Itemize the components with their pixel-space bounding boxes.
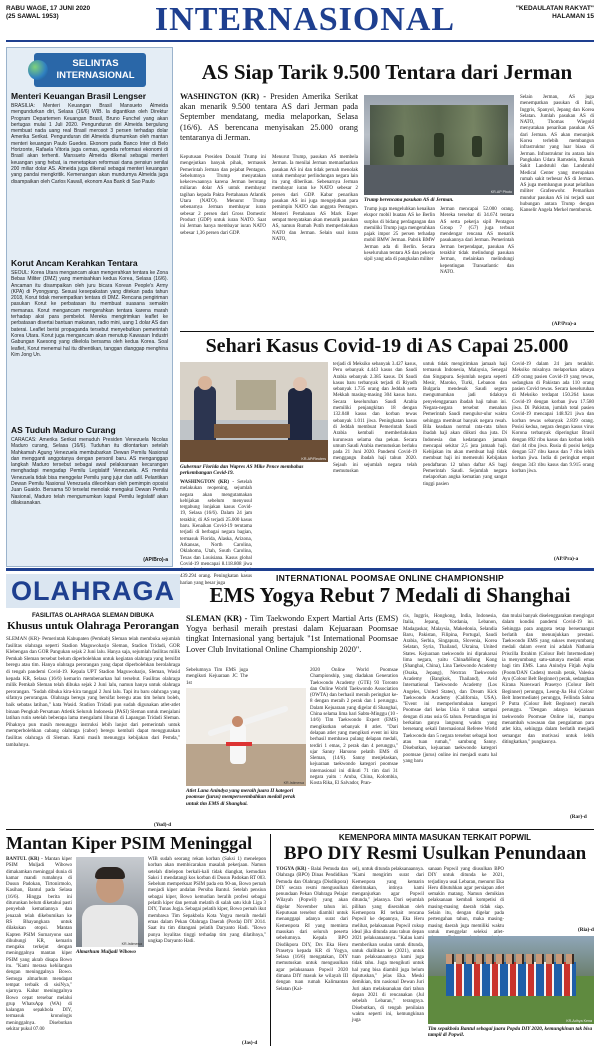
psim-column-1 bbox=[6, 857, 72, 1047]
globe-icon bbox=[28, 60, 48, 80]
psim-bpo-divider bbox=[270, 834, 271, 1046]
covid-column-1 bbox=[180, 480, 253, 586]
covid-headline: Sehari Kasus Covid-19 di AS Capai 25.000 bbox=[205, 335, 569, 357]
olahraga-kicker: INTERNATIONAL POOMSAE ONLINE CHAMPIONSHIP bbox=[276, 573, 504, 583]
lead-intro-text: Presiden Amerika Serikat akan menarik 9.500 tentara AS dari Jerman pada September mendatang, media melaporkan, Selasa (16/6). AS berencana menyisakan 25.000 orang tentaranya di Jerman. bbox=[180, 92, 358, 142]
sleman-kicker: FASILITAS OLAHRAGA SLEMAN DIBUKA bbox=[31, 612, 155, 619]
lead-column-3: Trump juga mengeluhkan kenaikan ekspor mobil buatan AS ke Berlin surplus di bidang perdagangan dan memiliki Trump juga mengerahkan pajak impor 25 persen terhadap mobil BMW Jerman. Pabrik BMW Jerman ada di Berlin. Secara keseluruhan tentara AS dan pekerja sipil yang ada di pangkalan militer bbox=[364, 207, 435, 263]
covid-column-1b bbox=[256, 480, 328, 564]
bpo-headline: BPO DIY Resmi Usulkan Penundaan bbox=[283, 843, 587, 864]
ems-signature: (Rar)-d bbox=[570, 814, 587, 820]
issue-date-masehi: RABU WAGE, 17 JUNI 2020 bbox=[6, 5, 91, 12]
lead-intro bbox=[180, 92, 358, 143]
selintas-sidebar bbox=[6, 47, 173, 567]
sleman-headline: Khusus untuk Olahraga Perorangan bbox=[7, 620, 179, 632]
bpo-kicker: KEMENPORA MINTA MASUKAN TERKAIT POPWIL bbox=[338, 833, 532, 842]
lead-column-5: Selain Jerman, AS juga menempatkan pasukan di Itali, Inggris, Spanyol, Jepang dan Korea Selatan. Jumlah pasukan AS di NATO, Thomas Wiegold menyatakan penarikan pasukan AS dari Jerman. AS akan menunjuk Korea terlebih membangun infrastruktur yang luar biasa di Jerman. Infrastruktur itu antara lain Pangkalan Udara Ramstein, Rumah Sakit Landstuhl dan Landstuhl Medical Center yang merupakan rumah sakit terbesar AS di Jerman. AS juga membangun pusat pelatihan militer Grafenwohr. Pemarikan mundur pasukan AS ini terjadi saat hubungan antara Trump dengan Kanselir Angela Merkel memburuk. bbox=[520, 95, 594, 214]
paper-name: "KEDAULATAN RAKYAT" bbox=[515, 5, 594, 12]
olahraga-logo: OLAHRAGA bbox=[6, 574, 180, 608]
bpo-column-1 bbox=[276, 867, 348, 1047]
covid-signature: (AP/Pra)-a bbox=[554, 556, 579, 562]
lead-photo bbox=[364, 95, 514, 195]
psim-photo-credit: KR-Istimewa bbox=[121, 942, 142, 946]
lead-signature: (AP/Pra)-a bbox=[552, 321, 577, 327]
section-divider-2 bbox=[6, 829, 594, 830]
covid-column-4: Covid-19 dalam 24 jam terakhir. Meksiko misalnya melaporkan adanya 439 orang pasien Covid-19 yang tewas, sedangkan di Pakistan ada 110 orang pasien Covid tewas. Secara keseluruhan di Meksiko terdapat 150.264 kasus Covid-19 dengan korban jiwa 17.580 jiwa. Di Pakistan, jumlah total pasien Covid-19 mencapai 148.921 jiwa dan korban tewas sebanyak 2.839 orang. Posisi kedua, negara dengan kasus virus Korona terbanyak diperingkat Brasil dengan 892 ribu kasus dan korban lebih dari 44 ribu jiwa. Rusia di posisi ketiga dengan 537 ribu kasus dan 7 ribu lebih korban jiwa. India di peringkat empat dengan 343 ribu kasus dan 9.915 orang korban jiwa. bbox=[512, 362, 594, 475]
olahraga-headline: EMS Yogya Rebut 7 Medali di Shanghai bbox=[209, 583, 571, 607]
page-info bbox=[516, 5, 594, 21]
covid-column-3: untuk tidak mengirimkan jamaah haji termasuk Indonesia, Malaysia, Senegal dan Singapura. Sejumlah negara seperti Mesir, Maroko, Turki, Lebanon dan Bulgaria mendesak Saudi segera mengumumkan jadi tidaknya penyelenggaraan ibadah haji tahun ini. Negara-negara tersebut menahan Pemerintah Saudi mengulur-ulur waktu sehingga membuat banyak negara resah. Bila keadaan normal rata-rata tahun ibadah haji akan diikuti dua juta. Di Indonesia dan kedatangan jamaah mencapai sekitar 2,5 juta jamaah haji. Kebijakan itu akan membuat haji tidak membuat haji ini memenuhi Kebijakan pendaftaran 12 tahun daftar AS bagi Pemerintah Saudi. Sejumlah negara melaporkan angka kematian yang sangat tinggi pasien bbox=[423, 362, 507, 487]
covid-photo bbox=[180, 362, 328, 462]
lead-column-4: Jerman mencapai 52.000 orang. Mereka tersebar di 34.674 tentara AS serta pekerja sipil Pentagon Group 7 (G7) juga terbuat mendengar rencana AS menarik pasukannya dari Jerman. Pemerintah Jerman berpendapat, pasukan AS terakhir tidak melindungi pasukan Jerman, melainkan melindungi kepentingan Transatlantic dan NATO. bbox=[440, 207, 514, 275]
selintas-article-2-body: SEOUL: Korea Utara mengancam akan mengerahkan tentara ke Zona Bebas Militer (DMZ) yang memisahkan kedua Korea, Selasa (16/6). Ancaman itu disampaikan oleh juru bicara Korean People's Army (KPA) di Pyongyang. Sesuai kesepakatan yang ditekan pada tahun 2018, Korut tidak menempatkan tentara di DMZ. Rencana pengiriman pasukan Korut ke perbatasan itu membuat suasana semakin memanas. Korut mengancam mengerahkan tentara karena marah terhadap aksi para pembelot. Mereka mengirimkan leaflet ke perbatasan disertai bantuan makanan, radio mini, uang 1 dolar AS dan baterai. Leaflet berisi propaganda tersebut menyebutkan pemerintah Korea Utara. Korut juga mengancam akan menutup Kawasan Industri Gabungan Kaesong yang dikelola bersama oleh kedua Korea. Soal leaflet, Korut menemui hal itu dihentikan, tanggan dianggap menghina Kim Jong Un. bbox=[11, 270, 168, 358]
issue-date-jawa: (25 SAWAL 1953) bbox=[6, 13, 59, 20]
lead-headline: AS Siap Tarik 9.500 Tentara dari Jerman bbox=[201, 60, 573, 84]
bpo-photo-caption: Tim sepakbola Bantul sebagai juara Popda DIY 2020, kemungkinan tak bisa tampil di Popwil. bbox=[428, 1026, 593, 1039]
bpo-column-3-top: sanaan Popwil yang diusulkan BPO DIY untuk ditunda ke 2021, terjadinya usai Lebaran, menurut Eka Heru dibutuhkan agar persiapan atlet semakin matang. Namun demikian pelaksanaan kembali kompetisi di masing-masing daerah tidak siap. Selain itu, dengan digelar pada pertengahan tahun, maka masing-masing daerah juga memiliki waktu untuk menggelar seleksi atlet- bbox=[428, 867, 504, 935]
psim-column-1b bbox=[76, 959, 144, 1047]
sleman-body: SLEMAN (KR)- Pemerintah Kabupaten (Pemkab) Sleman telah membuka sejumlah fasilitas olahraga seperti Stadion Maguwoharjo Sleman, Stadion Tridadi, GOR Klebengan dan GOR Pangukan sejak 2 Juni lalu. Hanya saja, sejumlah fasilitas milik Pemkab Sleman tersebut belum diperbolehkan untuk kegiatan olahraga yang bersifat beregu atau tim. Hanya olahraga perorangan yang dapat diperbolehkan berolahraga di tengah pandemi Covid-19. Kepala UPT Stadion Maguwoharjo, Sleman, Wasid kepada KR, Selasa (16/6) kemarin membenarkan hal tersebut. Fasilitas olahraga milik Pemkab Sleman telah dibuka sejak 2 Juni lalu, namun hanya untuk olahraga perorangan. "Sudah dibuka kira-kira tanggal 2 Juni lalu. Tapi itu baru olahraga yang sifatnya perorangan. Olahraga beregu yang bersifat beregu atau tim belum boleh, baik sebatas latihan," kata Wasid. Stadion Tridadi pun sudah digunakan atlet-atlet binaan Pengkab Persatuan Atletik Seluruh Indonesia (PASI) Sleman untuk menjalani latihan rutin setelah beberapa lama mengalami liburan di Lapangan Tridadi Sleman. Pihaknya pun masih menunggu instruksi lebih lanjut dari pemerintah untuk memperbolehkan cabang olahraga (cabor) beregu kembali dapat menggunakan fasilitas olahraga di Sleman. Kami masih menunggu kebijakan dari Pemda," tambahnya. bbox=[6, 636, 180, 748]
covid-photo-credit: KR-AP/Reuters bbox=[301, 457, 326, 461]
issue-date bbox=[6, 5, 90, 21]
ems-photo-credit: KR-Istimewa bbox=[283, 781, 304, 785]
ems-intro-text: Tim Taekwondo Expert Martial Arts (EMS) Yogya berhasil meraih prestasi dalam Kejuaraan Poomsae tingkat Internasional yang bertajuk "1st International Poomsae Lover Club Invitational Online Championship 2020". bbox=[186, 614, 398, 654]
ems-column-3: cis, Inggris, Hongkong, India, Indonesia, Italia, Jepang, Yordania, Lebanon, Madagaskar, Malaysia, Makedonia, Selandia Baru, Pakistan, Filipina, Portugal, Saudi Arabia, Serbia, Singapura, Slovenia, Korea Selatan, Syria, Thailand, Ukraina, United States. Kejuaraan taekwondo ini diprakarsai lima negara, yaitu China&Hong Kong (Shanghai, China), Lina Taekwondo Academy (Osaka, Jepang), Nextrax Taekwondo Academy (Bangkok, Thailand), Avid International Taekwondo Academy (Los Angeles, United States), dan Dream Kick Taekwondo Academy (California, USA). "Event ini memperlombakan kategori Poomsae dari kelas Usia 8 tahun sampai dengan di atas usia 65 tahun. Pertandingan ini berkaitan ganya langsung waktu yang bersenang sekali Internasional Referee World Taekwondo dan 5 negara tersebut sebagai host atau tuan rumah," sambung Sanny. Disebutkan, kejuaraan taekwondo kategori poomsae (jurus) online ini menjadi suatu hal yang baru bbox=[403, 614, 497, 764]
olahraga-top-rule bbox=[6, 568, 594, 571]
ems-column-4: dan mulai banyak diselenggarakan mengingat dalam kondisi pandemi Covid-19 ini. Sehingga para anggota tetap bersemangat berlatih dan menunjukkan prestasi. Taekwondo EMS yang sukses menyumbang medali dalam event ini adalah Nathania Priscilla Ibrahim (Colour Belt Intermediate) ia menyumbang satu-satunya medali emas bagi tim EMS. Lana Anindya Fitjah Aqila (Poom/DAN Cadets) meraih perak, Valeska Ayu (Colour Belt Beginner) perak, sedangkan Kirana Nareswari Prasetyo (Colour Belt Beginner) perunggu, Leong-Jia Hui (Colour Belt Intermediate) perunggu, Fellinda Sahna P Putra (Colour Belt Beginner) meraih perunggu. "Dengan adanya kejuaraan taekwondo Poomsae Online ini, mampu menambah wawasan dan pengalaman para atlet kita, sehingga dalam berlatih menjadi semangat dan motivasi untuk lebih ditingkatkan," pungkasnya. bbox=[502, 614, 594, 745]
masthead-rule bbox=[6, 40, 594, 42]
ems-column-1: Sebelumnya Tim EMS juga mengikuti Kejuaraan JC The 1st bbox=[186, 668, 248, 686]
psim-dateline: BANTUL (KR) - bbox=[6, 857, 43, 862]
selintas-article-1-body: BRASILIA: Menteri Keuangan Brasil Mansueto Almeida mengundurkan diri, Selasa (16/6) WIB. Ia digantikan oleh Direktur Program Departemen Keuangan Brasil, Bruno Funchel yang akan bertugas mulai 1 Juli 2020. Pengunduran diri Almeida bergulung membuat nada uang real Brasil merosot 3 persen terhadap dolar Amerika Serikat. Pengunduran diri Almeida diumumkan oleh mantan menteri keuangan Paulo Guedes. Ekonom pada Banco Inter di Belo Horizonte, Rafaela Vitoria juga cemas, agenda reformasi ekonomi di Brasil akan terhenti. Mansueto Almeida dikenal sebagai menteri keuangan yang hebat, ia menetapkan reformasi dana pensiun senilai 200 miliar dolar AS. Almeida juga dikenal sebagai menteri keuangan yang pandai mengkritik. Kemenangan akan mundurnya Almeida juga disampaikan oleh Carlos Kawall, ekonom Asa Bank di Sao Paulo bbox=[11, 103, 168, 185]
selintas-logo bbox=[34, 53, 146, 87]
covid-photo-caption: Gubernur Florida dan Wapres AS Mike Pence membahas perkembangan Covid-19. bbox=[180, 464, 304, 477]
psim-photo bbox=[76, 857, 144, 947]
lead-column-2: Menurut Trump, pasukan AS membela Jerman. Ia menilai Jerman memanfaatkan pasukan AS ini dan tidak pernah menolak untuk membayar perlindungan negara lain itu yang diberikan. Sebenarnya Jerman membayar iuran ke NATO sebesar 2 persen dari GDP. Kabar penarikan pasukan AS ini juga mengejutkan para pemimpin NATO dan anggota Pentagon. Menteri Pertahanan AS Mark Esper sempat menyatakan akan menarik pasukan AS, namun Rumah Putih memperlakukan NATO dan Jerman. Selain soal iuran NATO, bbox=[272, 155, 358, 242]
ems-dateline: SLEMAN (KR) - bbox=[186, 614, 248, 623]
ems-intro bbox=[186, 614, 398, 655]
lead-photo-credit: KR-AP Photo bbox=[490, 190, 512, 194]
bpo-column-2: sel), untuk ditunda pelaksanaannya. "Kami mengirim surat dari Kemenpora yang kemarin diterimakan, intinya kami menganjurkan agar Popwil ditunda," jelasnya. Dari sejumlah pilihan yang diserahkan oleh Kemenpora RI terkait rencana Popwil ke depannya, Eka Heru melihat, pelaksanaan Popwil cukup ideal jika ditunda atau tahun depan 2021 pelaksanaannya. "Kalau kami memberikan usulan untuk ditunda, untuk dialihkan ke (2021), untuk tuan pelaksanaannya kami juga tidak tahu. Juga mengikuti untuk hal yang bisa diambil juga belum diputuskan," jelas Eka. Meski demikian, tim nasional Dewan Juri Juri akan melaksanakan dari tahun depan 2021 di rencanakan (Jul sebelah Lebaran," terangnya. Disebutkan, di tengah penilaian waktu seperti ini, kemungkinan juga bbox=[352, 867, 424, 1024]
psim-column-1-text: Mantan kiper PSIM Muljadi Wibowo dimakamkan meninggal dunia di kamar mandi rumahnya di Dusun Padokan, Tirtonirmolo, Kasihan, Bantul pada Selasa (16/6). Hingga berita ini diturunkan belum diketahui pasti penyebab kematiannya dan jenazah telah dikebumikan ke RS Bhayangkara untuk dilakukan otopsi. Mantan Kapten PSIM Surnaryono saat dihubungi KR, kemarin mengaku terkejut dengan meninggalnya mantan kiper PSIM yang akrab disapa Bowo itu. "Kami merasa kehilangan dengan meninggalnya Bowo. Semoga almarhum mendapat tempat terbaik di sisiNya," ujarnya. Kabar meninggalnya Bowo cepat tersebar melalui grup WhatsApp (WA) di kalangan sepakbola DIY, termasuk kronologis meninggalnya. Disebutkan sekitar pukul 07.00 bbox=[6, 857, 73, 1033]
ems-photo bbox=[186, 688, 306, 786]
section-divider-1 bbox=[180, 331, 594, 332]
lead-column-1: Keputusan Presiden Donald Trump ini mengejutkan banyak pihak, termasuk Pemerintah Jerman dan pejabat Pentagon. Sebelumnya Trump menyatakan kekecewaannya karena Jerman berutang miliaran dolar AS untuk membayar tagihan kepada Pakta Pertahanan Atlantik Utara (NATO). Menurut Trump sebenarnya Jerman membayar iuran sebesar 2 persen dari Gross Domestic Product (GDP) untuk iuran NATO. Saat ini Jerman hanya membayar iuran NATO sebesar 1,36 persen dari GDP. bbox=[180, 155, 266, 236]
lead-dateline: WASHINGTON (KR) - bbox=[180, 92, 266, 101]
bpo-column-1-text: Balai Pemuda dan Olahraga (BPO) Dinas Pendidikan Pemuda dan Olahraga (Disdikpora) DIY secara resmi mengusulkan penundaan Pekan Olahraga Pelajar Wilayah (Popwil) yang akan digelar November tahun ini. Keputusan tersebut diambil untuk menanggapi adanya surat dari Kemenpora RI yang meminta masukan dari seluruh peserta sebelumnya. Kepala BPO Disdikpora DIY, Drs Eka Heru Prasetya kepada KR di Yogya, Selasa (16/6) mengatakan, DIY memutuskan untuk mengusulkan agar pelaksanaan Popwil 2020 dimana DIY masuk ke wilayah III dengan tuan rumah Kalimantan Selatan (Kal- bbox=[276, 867, 348, 992]
ems-column-2b: 2020 Online World Poomsae Championship, yang diadakan Generation Taekwondo Academy (GTE) 93 Toronto dan Online World Taekwondo Association (OWTA) dan berhasil meraih peringkat ke-8 dengan meraih 2 perak dan 1 perunggu. Dalam Kejuaraan yang digelar di Shanghai, China selama lima hari Sabtu-Minggu (10 - 14/6) Tim Taekwondo Expert (EMS) mengikutkan sebanyak 8 atlet. "Dari delapan atlet yang mengikuti event ini kita berhasil membawa pulang delapan medali, terdiri 1 emas, 2 perak dan 4 perunggu," ujar Sanny Harsono pelatih EMS di Sleman, (14/6). Sanny menjelaskan, kejuaraan taekwondo kategori poomsae internasional ini diikuti 71 tim dari 31 negara yaitu : Aruba, China, Kolombia, Kosta Rika, El Salvador, Pran- bbox=[310, 668, 398, 787]
ems-photo-caption: Atlet Lana Anindya yang meraih juara II kategori poomsae (jurus) memperseembahkan medali perak untuk tim EMS di Shanghai. bbox=[186, 788, 296, 807]
bpo-signature: (Ria)-d bbox=[578, 927, 594, 933]
covid-dateline: WASHINGTON (KR) - bbox=[180, 480, 234, 485]
bpo-column-4 bbox=[508, 867, 594, 933]
section-title: INTERNASIONAL bbox=[154, 1, 456, 38]
lead-photo-caption: Trump berencana pasukan AS di Jerman. bbox=[364, 197, 454, 203]
psim-column-2: WIB sudah seorang rekan korban (Saksi 1) menelepon korban akan membicarakan masalah pekerjaan. Namun setelah ditelepon berkali-kali tidak diangkat, kemudian Saksi 1 mendatangi kos korban di Dusun Padokan RT 003. Sebelum memperkuat PSIM pada era 90-an, Bowo pernah menjadi kiper andalan Persiba Bantul. Setelah pensiun sebagai kiper, Bowo kemudian beralih profesi sebagai pelatih kiper dan pernah melatih di salah satu klub Liga 3 DIY, Tunas Jogja. Sebagai pelatih kiper, Bowo pernah ikut membawa Tim Sepakbola Kota Yogya meraih medali emas dalam Pekan Olahraga Daerah (Porda) DIY 2014. Saat itu tim ditangani pelatih Daryanto Hadi. "Bowo punya loyalitas tinggi terhadap tim yang dilatihnya," ungkap Daryanto Hadi. bbox=[148, 857, 266, 944]
psim-headline: Mantan Kiper PSIM Meninggal bbox=[6, 833, 253, 853]
psim-photo-caption: Almarhum Muljadi Wibowo bbox=[76, 949, 136, 955]
sleman-signature: (Yud)-d bbox=[154, 822, 172, 828]
selintas-label: SELINTAS INTERNASIONAL bbox=[56, 58, 135, 81]
covid-column-2: terjadi di Meksiko sebanyak 3.427 kasus, Peru sebanyak 4.443 kasus dan Saudi Arabia sebanyak 2.385 kasus. Di Saudi kasus baru terbanyak terjadi di Riyadh sebanyak 1.735 orang dan Jeddah serta Mekkah masing-masing 304 kasus baru. Secara keseluruhan Saudi Arabia memiliki penjangkitan 18 dengan 132.048 kasus dan korban tewas sebanyak 1.011 jiwa. Peningkatan kasus di Jeddah membuat Pemerintah Saudi Arabia kembali memberlakukan kurunwan selama dua pekan. Secara umum Saudi Arabia memutuskan berlaku pada 21 Juni 2020. Pandemi Covid-19 menggangu ibadah haji tahun 2020. Sejauh ini sejumlah negara telah memutuskan bbox=[333, 362, 417, 475]
page-number: HALAMAN 15 bbox=[552, 13, 594, 20]
covid-column-1-text: Setelah melakukan reopening, sejumlah negara akan mengutamakan kebijakan sebelum menyusul tergabung lonjakan kasus Covid-19, Selasa (16/6). Dalam 24 jam terakhir, di AS terjadi 25.000 kasus baru. Kenaikan Covid-19 terutama terjadi di berbagai negara bagian, termasuk Florida, Alaska, Arizona, Arkansas, North Carolina, Oklahoma, Utah, South Carolina, Texas dan Louisiana. Kasus global Covid-19 mencapai 8.118.808 jiwa 439.294 orang. Peningkatan kasus harian yang besar juga bbox=[180, 480, 253, 586]
selintas-article-3-body: CARACAS: Amerika Serikat menuduh Presiden Venezuela Nicolas Maduro curang, Selasa (16/6). Tuduhan itu dilontarkan setelah Mahkamah Agung Venezuela membubarkan Dewan Pemilu Nasional dan mengganti anggotanya dengan personil baru. AS menganggap langkah Maduro tersebut sebagai awal pelaksanaan kecurangan menghadapi mengadap Pemilu Legislatif Venezuela. AS menilai Venezuela tidak bisa menggelar Pemilu yang jujur dan adil. Pelantikan Dewan Pemilu Nasional Venezuela dilecehkan oleh pemimpin oposisi Juan Guaido. Bersama 50 terselat menolak mengakui Dewan Pemilu Nasional, Maduro telah mengumumkan kapal Pemilu legislatif akan dilaksanakan. bbox=[11, 437, 168, 506]
selintas-article-2-title: Korut Ancam Kerahkan Tentara bbox=[11, 258, 138, 268]
selintas-article-3-title: AS Tuduh Maduro Curang bbox=[11, 425, 116, 435]
bpo-photo bbox=[428, 936, 594, 1024]
selintas-article-3-signature: (AP/Bro)-a bbox=[143, 557, 168, 563]
bpo-photo-credit: KR-Adhya Kena bbox=[566, 1019, 592, 1023]
bpo-dateline: YOGYA (KR) - bbox=[276, 867, 310, 872]
selintas-article-1-title: Menteri Keuangan Brasil Lengser bbox=[11, 91, 147, 101]
psim-signature: (Jas)-d bbox=[242, 1040, 258, 1046]
